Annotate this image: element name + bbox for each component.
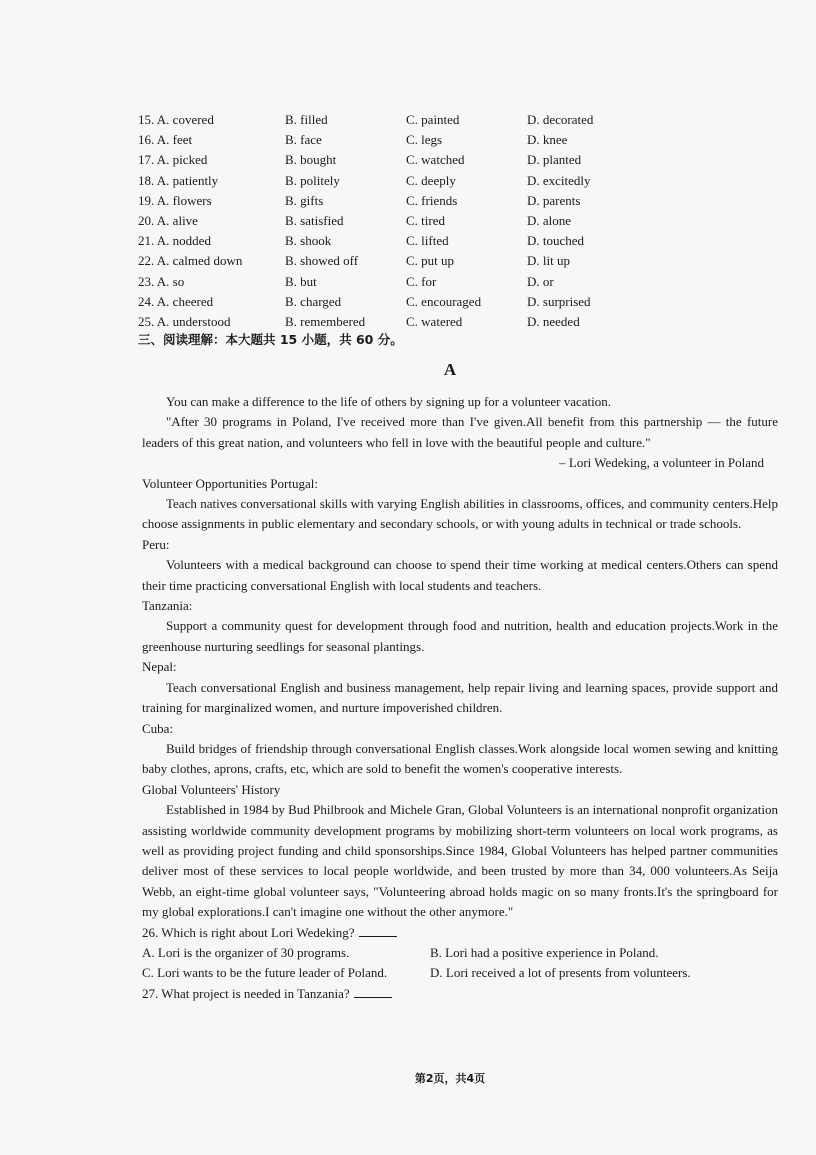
option-d: D. or xyxy=(527,273,554,289)
section-heading: 三、阅读理解：本大题共 15 小题，共 60 分。 xyxy=(138,332,403,347)
nepal-paragraph: Teach conversational English and business management, help repair living and learning spaces, provide support and training for marginalized women, and nurture impoverished children. xyxy=(142,679,778,716)
option-b: B. bought xyxy=(285,152,337,168)
cloze-options-list xyxy=(138,110,778,332)
option-c: C. lifted xyxy=(406,233,449,249)
peru-paragraph: Volunteers with a medical background can choose to spend their time working at medical centers.Others can spend their time practicing conversational English with local students and teachers. xyxy=(142,557,778,593)
question-number: 19. xyxy=(138,192,155,208)
quote-signature: – Lori Wedeking, a volunteer in Poland xyxy=(559,455,764,471)
option-a: A. flowers xyxy=(156,192,212,208)
option-d: D. needed xyxy=(527,313,580,329)
option-b: B. filled xyxy=(285,112,328,127)
option-row xyxy=(138,110,778,130)
page-footer: 第2页，共4页 xyxy=(414,1072,486,1085)
option-c: C. painted xyxy=(406,112,460,127)
question-stem: 26. Which is right about Lori Wedeking? xyxy=(142,924,355,940)
option-b: B. satisfied xyxy=(285,212,344,228)
option-row xyxy=(138,292,778,312)
option-b: B. face xyxy=(285,132,322,148)
option-row xyxy=(138,191,778,211)
question-number: 16. xyxy=(138,132,155,148)
intro-paragraph: You can make a difference to the life of others by signing up for a volunteer vacation. xyxy=(166,394,611,409)
option-a: A. alive xyxy=(156,212,198,228)
option-row xyxy=(138,231,778,251)
peru-label: Peru: xyxy=(142,536,170,552)
tanzania-paragraph: Support a community quest for development through food and nutrition, health and education projects.Work in the greenhouse nurturing seedlings for seasonal plantings. xyxy=(142,618,778,654)
question-27 xyxy=(142,984,778,1004)
question-number: 17. xyxy=(138,152,155,168)
option-c: C. tired xyxy=(406,212,445,228)
option-c: C. deeply xyxy=(406,172,456,188)
option-b: B. remembered xyxy=(285,313,366,329)
option-row xyxy=(138,272,778,292)
option-c: C. put up xyxy=(406,253,455,269)
option-c: C. watered xyxy=(406,313,463,329)
option-c: C. encouraged xyxy=(406,293,482,309)
option-c: C. watched xyxy=(406,152,465,168)
passage-body xyxy=(142,392,778,1004)
option-row xyxy=(138,171,778,191)
option-a: A. covered xyxy=(156,112,214,127)
portugal-paragraph: Teach natives conversational skills with varying English abilities in classrooms, offices, and community centers.Help choose assignments in public elementary and secondary schools, or with young adults in technical or trade schools. xyxy=(142,496,778,532)
option-d: D. knee xyxy=(527,132,568,148)
answer-blank xyxy=(354,985,392,998)
option-a: A. understood xyxy=(156,313,231,329)
option-d: D. decorated xyxy=(527,112,594,127)
option-a: A. so xyxy=(156,273,185,289)
question-number: 20. xyxy=(138,212,155,228)
option-b: B. charged xyxy=(285,293,342,309)
option-c: C. for xyxy=(406,273,437,289)
question-number: 21. xyxy=(138,233,155,249)
portugal-label: Volunteer Opportunities Portugal: xyxy=(142,475,318,491)
option-a: A. nodded xyxy=(156,233,211,249)
option-b: B. gifts xyxy=(285,192,324,208)
option-a: A. patiently xyxy=(156,172,219,188)
option-d: D. surprised xyxy=(527,293,591,309)
option-b: B. showed off xyxy=(285,253,359,269)
cuba-label: Cuba: xyxy=(142,720,174,736)
option-b: B. shook xyxy=(285,233,332,249)
question-number: 15. xyxy=(138,112,155,127)
choice-d: D. Lori received a lot of presents from volunteers. xyxy=(430,965,691,981)
choice-a: A. Lori is the organizer of 30 programs. xyxy=(142,944,350,960)
option-d: D. lit up xyxy=(527,253,570,269)
option-row xyxy=(138,150,778,170)
option-d: D. touched xyxy=(527,233,585,249)
option-row xyxy=(138,130,778,150)
quote-paragraph: "After 30 programs in Poland, I've received more than I've given.All benefit from this partnership — the future leaders of this great nation, and volunteers who fell in love with the beautiful people and culture." xyxy=(142,414,778,450)
option-d: D. excitedly xyxy=(527,172,591,188)
answer-blank xyxy=(359,924,397,937)
question-number: 22. xyxy=(138,253,155,269)
option-row xyxy=(138,251,778,271)
choice-row xyxy=(142,963,778,983)
question-number: 25. xyxy=(138,313,155,329)
question-number: 24. xyxy=(138,293,155,309)
choice-b: B. Lori had a positive experience in Poland. xyxy=(430,944,659,960)
option-a: A. feet xyxy=(156,132,193,148)
option-d: D. parents xyxy=(527,192,581,208)
choice-row xyxy=(142,943,778,963)
option-b: B. but xyxy=(285,273,317,289)
question-number: 18. xyxy=(138,172,155,188)
question-26 xyxy=(142,923,778,943)
question-stem: 27. What project is needed in Tanzania? xyxy=(142,985,350,1001)
passage-title: A xyxy=(443,360,457,379)
choice-c: C. Lori wants to be the future leader of Poland. xyxy=(142,965,388,981)
option-a: A. calmed down xyxy=(156,253,243,269)
option-row xyxy=(138,211,778,231)
history-label: Global Volunteers' History xyxy=(142,781,281,797)
tanzania-label: Tanzania: xyxy=(142,598,193,614)
option-c: C. friends xyxy=(406,192,458,208)
option-a: A. cheered xyxy=(156,293,214,309)
history-paragraph: Established in 1984 by Bud Philbrook and Michele Gran, Global Volunteers is an international nonprofit organization assisting worldwide community development programs by mobilizing short-term volunteers on local work programs, as well as providing project funding and child sponsorships.Since 1984, Global Volunteers has helped partner communities deliver most of these services to local people worldwide, and been trusted by more than 34, 000 volunteers.As Seija Webb, an eight-time global volunteer says, "Volunteering abroad holds magic on so many fronts.It's the springboard for my global explorations.I can't imagine one without the other anymore." xyxy=(142,802,778,920)
option-c: C. legs xyxy=(406,132,443,148)
nepal-label: Nepal: xyxy=(142,659,177,675)
cuba-paragraph: Build bridges of friendship through conversational English classes.Work alongside local women sewing and knitting baby clothes, aprons, crafts, etc, which are sold to benefit the women's cooperative interests. xyxy=(142,740,778,777)
option-d: D. planted xyxy=(527,152,582,168)
option-d: D. alone xyxy=(527,212,572,228)
option-a: A. picked xyxy=(156,152,208,168)
option-b: B. politely xyxy=(285,172,340,188)
question-number: 23. xyxy=(138,273,155,289)
